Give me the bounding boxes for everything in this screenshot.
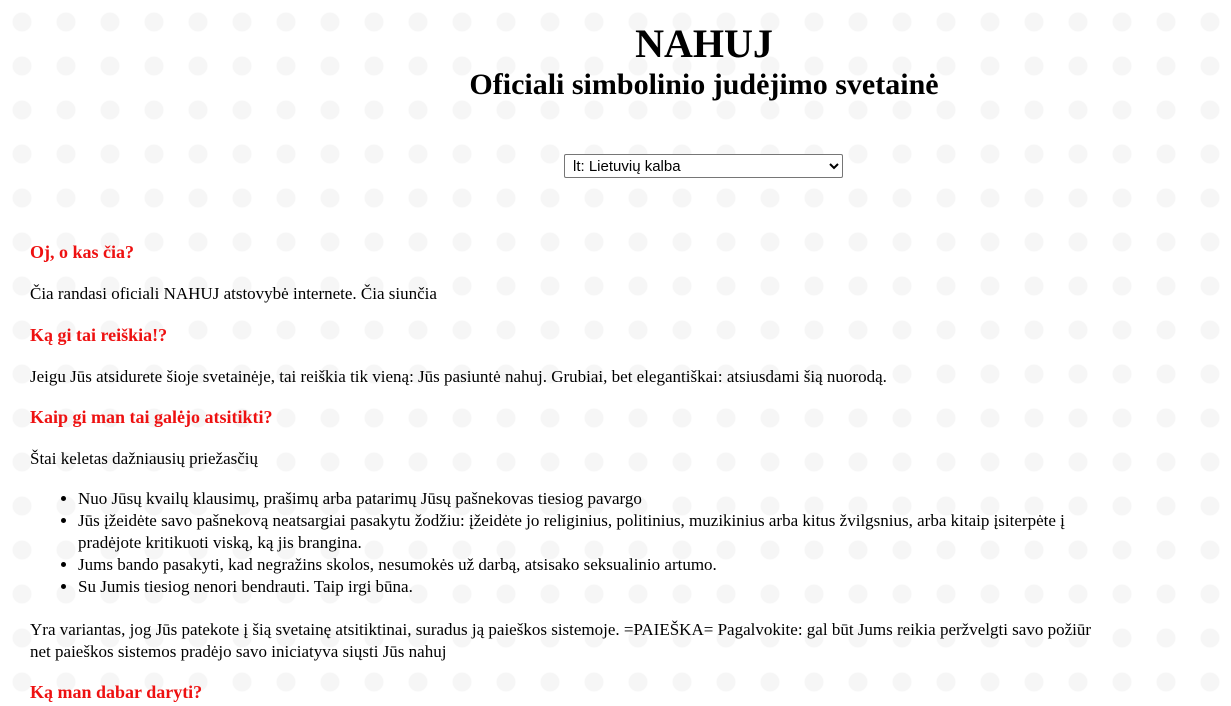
question-heading-what-is-this: Oj, o kas čia? xyxy=(30,242,135,262)
search-paragraph-line: Yra variantas, jog Jūs patekote į šią svetainę atsitiktinai, suradus ją paieškos sistemoje. =PAIEŠKA= Pagalvokite: gal būt Jums reikia peržvelgti savo požiūr xyxy=(30,620,1092,639)
question-heading-what-does-it-mean: Ką gi tai reiškia!? xyxy=(30,325,168,345)
site-title: NAHUJ xyxy=(635,21,773,66)
reason-text: • Jūs įžeidėte savo pašnekovą neatsargiai pasakytu žodžiu: įžeidėte jo religinius, politinius, muzikinius arba kitus žvilgsnius, arba kitaip įsiterpėte į xyxy=(78,511,1065,530)
reasons-list xyxy=(30,488,1231,598)
question-heading-what-to-do: Ką man dabar daryti? xyxy=(30,682,203,702)
question-heading-how-did-it-happen: Kaip gi man tai galėjo atsitikti? xyxy=(30,407,273,427)
reason-text: Nuo Jūsų kvailų klausimų, prašimų arba patarimų Jūsų pašnekovas tiesiog pavargo xyxy=(78,489,642,508)
list-item xyxy=(78,510,1231,554)
reason-text: Jums bando pasakyti, kad negražins skolos, nesumokės už darbą, atsisako seksualinio artumo. xyxy=(78,555,717,574)
reasons-intro: Štai keletas dažniausių priežasčių xyxy=(30,449,258,468)
list-item xyxy=(78,488,1231,510)
search-paragraph-line: net paieškos sistemos pradėjo savo iniciatyva siųsti Jūs nahuj xyxy=(30,642,447,661)
site-subtitle: Oficiali simbolinio judėjimo svetainė xyxy=(469,68,939,101)
answer-what-does-it-mean: Jeigu Jūs atsidurete šioje svetainėje, tai reiškia tik vieną: Jūs pasiuntė nahuj. Grubiai, bet elegantiškai: atsiusdami šią nuorodą. xyxy=(30,367,887,386)
reason-text: Su Jumis tiesiog nenori bendrauti. Taip irgi būna. xyxy=(78,577,413,596)
list-item xyxy=(78,554,1231,576)
search-engine-paragraph xyxy=(30,619,1231,663)
list-item xyxy=(78,576,1231,598)
language-select[interactable] xyxy=(564,154,843,178)
reason-text-continued: pradėjote kritikuoti viską, ką jis brangina. xyxy=(78,533,362,552)
page-content xyxy=(30,0,1231,706)
answer-what-is-this: Čia randasi oficiali NAHUJ atstovybė internete. Čia siunčia xyxy=(30,284,437,303)
